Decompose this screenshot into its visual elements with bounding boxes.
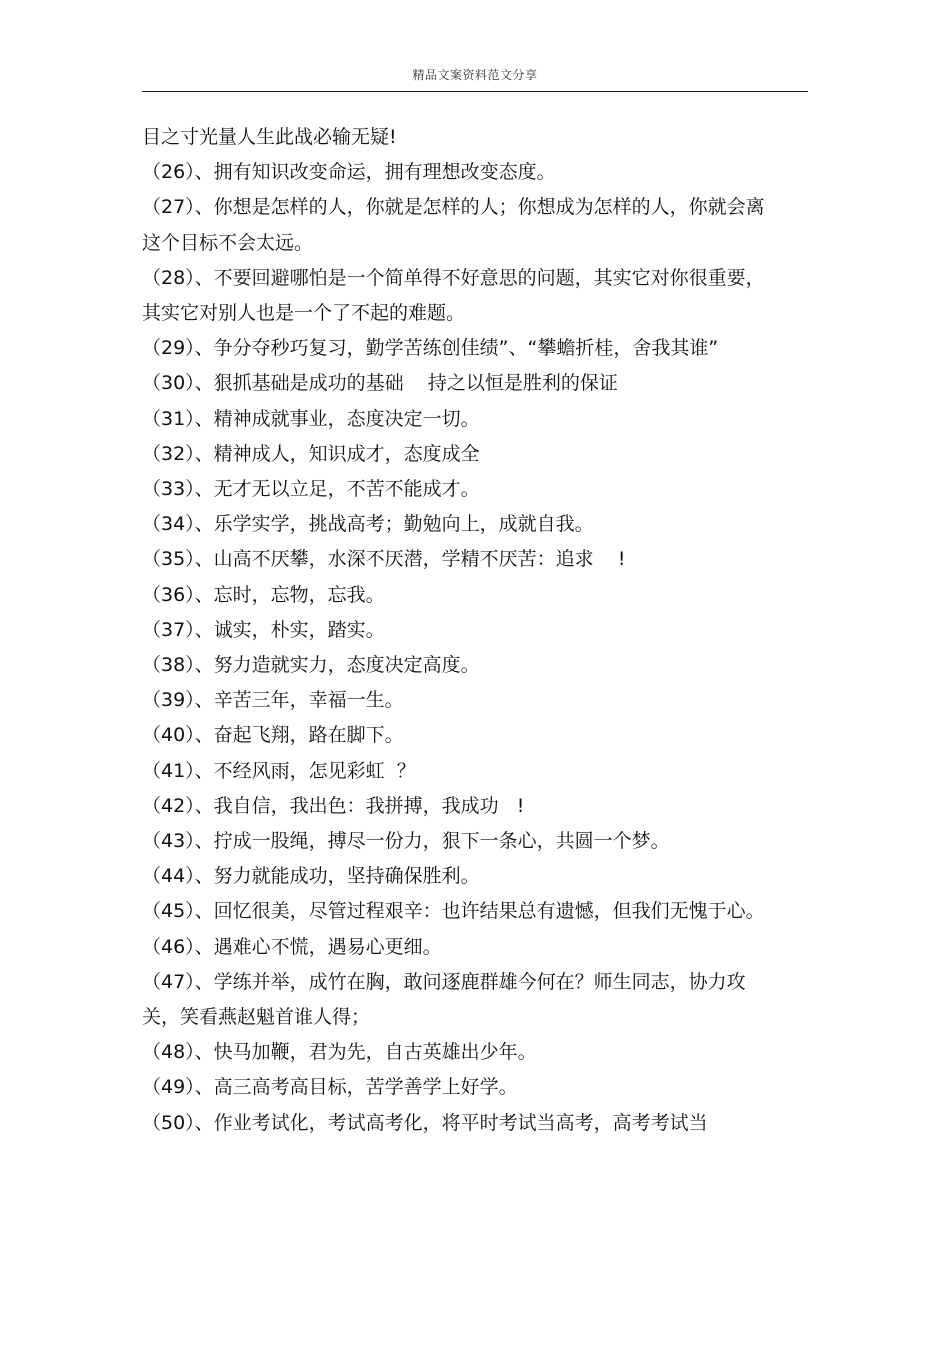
list-item: （44）、努力就能成功，坚持确保胜利。 xyxy=(142,865,480,888)
list-item: （38）、努力造就实力，态度决定高度。 xyxy=(142,654,480,677)
list-item: （30）、狠抓基础是成功的基础 持之以恒是胜利的保证 xyxy=(142,372,618,395)
page-header: 精品文案资料范文分享 xyxy=(412,68,538,82)
header-divider xyxy=(142,91,808,92)
list-item: （47）、学练并举，成竹在胸，敢问逐鹿群雄今何在？师生同志，协力攻关，笑看燕赵魁首谁人得； xyxy=(142,970,746,1029)
list-item: （32）、精神成人，知识成才，态度成全 xyxy=(142,442,480,465)
list-item: （29）、争分夺秒巧复习，勤学苦练创佳绩”、“攀蟾折桂，舍我其谁” xyxy=(142,337,719,360)
list-item: （37）、诚实，朴实，踏实。 xyxy=(142,618,385,641)
list-item: （46）、遇难心不慌，遇易心更细。 xyxy=(142,935,442,958)
list-item: （28）、不要回避哪怕是一个简单得不好意思的问题，其实它对你很重要，其实它对别人也是一个了不起的难题。 xyxy=(142,266,765,325)
slogan-list xyxy=(142,120,772,1141)
list-item: （43）、拧成一股绳，搏尽一份力，狠下一条心，共圆一个梦。 xyxy=(142,830,670,853)
list-item: （34）、乐学实学，挑战高考；勤勉向上，成就自我。 xyxy=(142,513,594,536)
list-item: （35）、山高不厌攀，水深不厌潜，学精不厌苦：追求 ! xyxy=(142,548,626,571)
list-item: （49）、高三高考高目标，苦学善学上好学。 xyxy=(142,1076,518,1099)
list-item: （45）、回忆很美，尽管过程艰辛：也许结果总有遗憾，但我们无愧于心。 xyxy=(142,900,765,923)
list-item: （42）、我自信，我出色：我拼搏，我成功 ! xyxy=(142,794,525,817)
list-item: （31）、精神成就事业，态度决定一切。 xyxy=(142,407,480,430)
list-item: 目之寸光量人生此战必输无疑! xyxy=(142,126,397,148)
list-item: （48）、快马加鞭，君为先，自古英雄出少年。 xyxy=(142,1041,537,1064)
list-item: （33）、无才无以立足，不苦不能成才。 xyxy=(142,478,480,501)
list-item: （41）、不经风雨，怎见彩虹 ？ xyxy=(142,759,416,782)
list-item: （26）、拥有知识改变命运，拥有理想改变态度。 xyxy=(142,161,556,184)
list-item: （36）、忘时，忘物，忘我。 xyxy=(142,583,385,606)
list-item: （27）、你想是怎样的人，你就是怎样的人；你想成为怎样的人，你就会离这个目标不会太远。 xyxy=(142,196,765,254)
list-item: （39）、辛苦三年，幸福一生。 xyxy=(142,689,404,712)
list-item: （50）、作业考试化，考试高考化，将平时考试当高考，高考考试当 xyxy=(142,1111,708,1134)
list-item: （40）、奋起飞翔，路在脚下。 xyxy=(142,724,404,747)
